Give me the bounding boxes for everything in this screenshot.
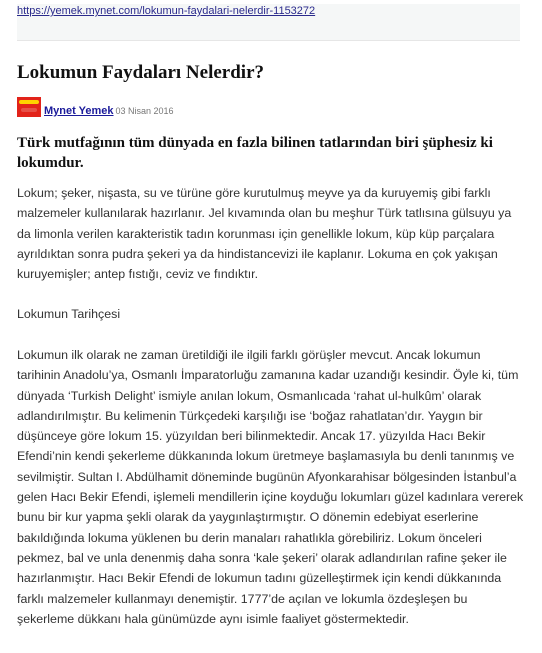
url-bar (17, 4, 520, 40)
source-url-link[interactable]: https://yemek.mynet.com/lokumun-faydalari-nelerdir-1153272 (17, 5, 316, 17)
article-title: Lokumun Faydaları Nelerdir? (17, 62, 265, 83)
publish-date: 03 Nisan 2016 (115, 106, 174, 116)
article-lead: Türk mutfağının tüm dünyada en fazla bilinen tatlarından biri şüphesiz ki lokumdur. (17, 135, 493, 171)
article-byline (17, 97, 174, 117)
mynet-yemek-logo-icon (17, 97, 41, 117)
author-link[interactable]: Mynet Yemek (44, 105, 114, 117)
article-paragraph-2: Lokumun ilk olarak ne zaman üretildiği ile ilgili farklı görüşler mevcut. Ancak lokumun tarihinin Anadolu’ya, Osmanlı İmparatorluğu zamanına kadar uzandığı kesindir. Öyle ki, tüm dünyada ‘Turkish Delight’ ismiyle anılan lokum, Osmanlıcada ‘rahat ul-hulkûm’ olarak adlandırılmıştır. Bu kelimenin Türkçedeki karşılığı ise ‘boğaz rahatlatan’dır. Yaygın bir düşünceye göre lokum 15. yüzyıldan beri bilinmektedir. Ancak 17. yüzyılda Hacı Bekir Efendi’nin kendi şekerleme dükkanında lokum üretmeye başlamasıyla bu denli tanınmış ve sevilmiştir. Sultan I. Abdülhamit döneminde bugünün Afyonkarahisar bölgesinden İstanbul’a gelen Hacı Bekir Efendi, işlemeli mendillerin içine koyduğu lokumları güzel kadınlara vererek bunu bir kur yapma şekli olarak da yaygınlaştırmıştır. O dönemin edebiyat eserlerine bakıldığında lokuma yüklenen bu derin manaları rahatlıkla görebiliriz. Lokum önceleri pekmez, bal ve unla denenmiş daha sonra ‘kale şekeri’ olarak adlandırılan rafine şeker ile hazırlanmıştır. Hacı Bekir Efendi de lokumun tadını güzelleştirmek için kendi dükkanında farklı malzemeler kullanmayı denemiştir. 1777’de açılan ve lokumla özdeşleşen bu şekerleme dükkanı hala günümüzde aynı isimle faaliyet göstermektedir. (17, 348, 524, 626)
section-heading: Lokumun Tarihçesi (17, 307, 121, 321)
header-divider (17, 40, 520, 41)
article-paragraph-1: Lokum; şeker, nişasta, su ve türüne göre kurutulmuş meyve ya da kuruyemiş gibi farklı malzemeler kullanılarak hazırlanır. Jel kıvamında olan bu meşhur Türk tatlısına gülsuyu ya da limonla verilen karakteristik tadın korunması için genellikle lokum, küp küp parçalara ayrıldıktan sonra pudra şekeri ya da hindistancevizi ile kaplanır. Lokuma en çok yakışan kuruyemişler; antep fıstığı, ceviz ve fındıktır. (17, 186, 512, 282)
